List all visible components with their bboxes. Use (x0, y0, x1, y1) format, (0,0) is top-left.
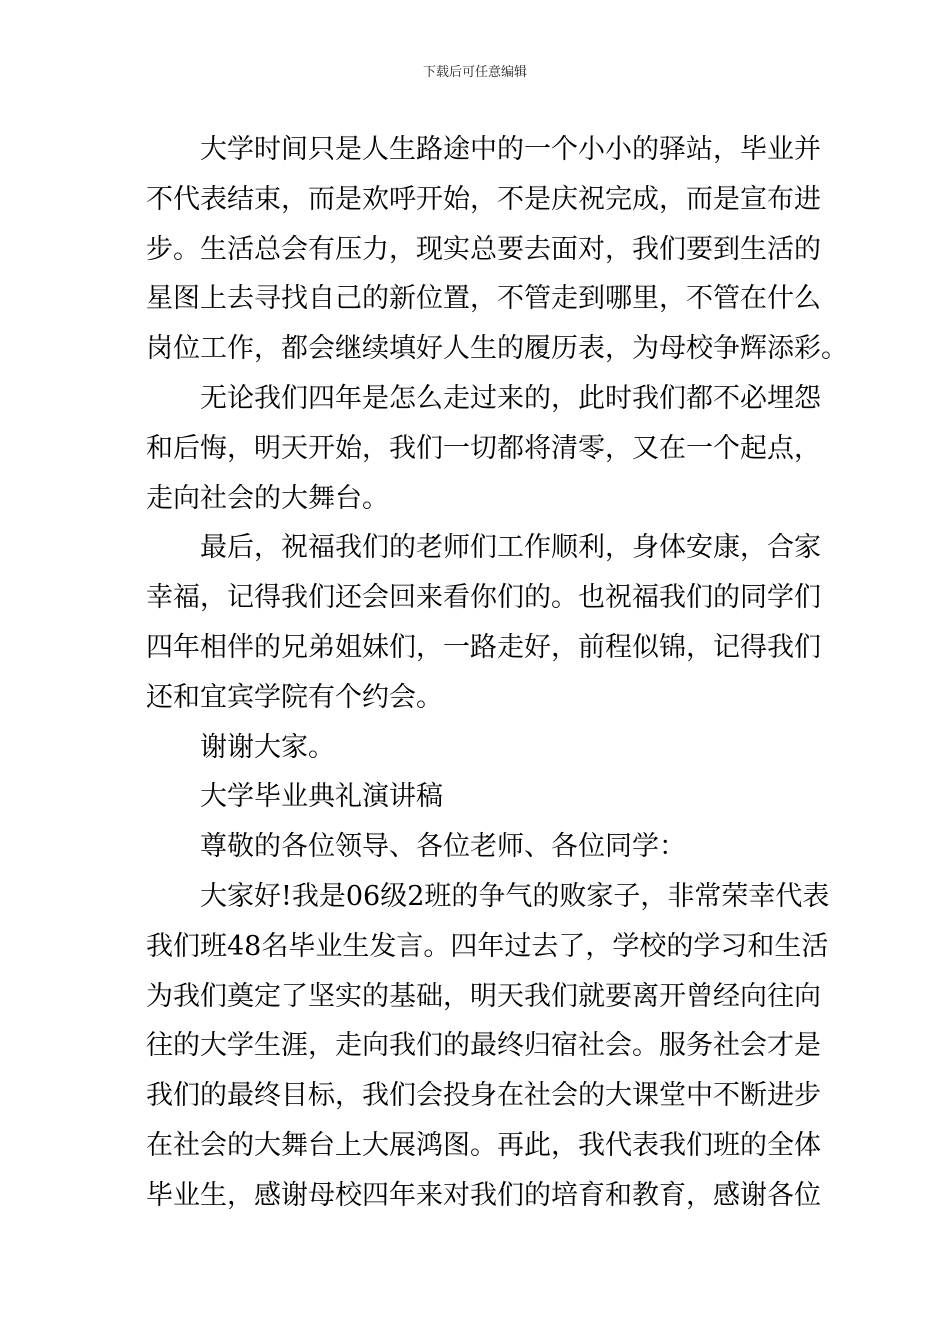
text-line: 大家好!我是06级2班的争气的败家子，非常荣幸代表 (200, 880, 830, 912)
page-header: 下载后可任意编辑 (422, 65, 527, 80)
text-line: 星图上去寻找自己的新位置，不管走到哪里，不管在什么 (146, 283, 821, 315)
text-line: 我们班48名毕业生发言。四年过去了，学校的学习和生活 (146, 930, 829, 962)
text-line: 尊敬的各位领导、各位老师、各位同学： (200, 831, 686, 863)
speech-title (146, 772, 808, 822)
text-line: 我们的最终目标，我们会投身在社会的大课堂中不断进步 (146, 1080, 821, 1112)
text-line: 岗位工作，都会继续填好人生的履历表，为母校争辉添彩。 (146, 333, 848, 365)
text-line: 毕业生，感谢母校四年来对我们的培育和教育，感谢各位 (146, 1179, 821, 1211)
text-line: 在社会的大舞台上大展鸿图。再此，我代表我们班的全体 (146, 1129, 821, 1161)
text-line: 还和宜宾学院有个约会。 (146, 681, 443, 713)
paragraph (146, 723, 808, 773)
text-line: 不代表结束，而是欢呼开始，不是庆祝完成，而是宣布进 (146, 183, 821, 215)
paragraph (146, 125, 848, 374)
salutation (146, 822, 808, 872)
text-line: 四年相伴的兄弟姐妹们，一路走好，前程似锦，记得我们 (146, 631, 821, 663)
text-line: 走向社会的大舞台。 (146, 482, 389, 514)
text-line: 幸福，记得我们还会回来看你们的。也祝福我们的同学们 (146, 582, 821, 614)
text-line: 大学时间只是人生路途中的一个小小的驿站，毕业并 (200, 134, 821, 165)
paragraph (146, 872, 830, 1221)
text-line: 最后，祝福我们的老师们工作顺利，身体安康，合家 (200, 532, 821, 564)
text-line: 为我们奠定了坚实的基础，明天我们就要离开曾经向往向 (146, 980, 821, 1012)
text-line: 谢谢大家。 (200, 731, 335, 763)
text-line: 无论我们四年是怎么走过来的，此时我们都不必埋怨 (200, 382, 821, 414)
text-line: 大学毕业典礼演讲稿 (200, 781, 443, 813)
document-body (146, 125, 848, 1221)
paragraph (146, 523, 821, 722)
paragraph (146, 374, 821, 523)
text-line: 往的大学生涯，走向我们的最终归宿社会。服务社会才是 (146, 1030, 821, 1062)
text-line: 和后悔，明天开始，我们一切都将清零，又在一个起点， (146, 432, 821, 464)
text-line: 步。生活总会有压力，现实总要去面对，我们要到生活的 (146, 233, 821, 265)
